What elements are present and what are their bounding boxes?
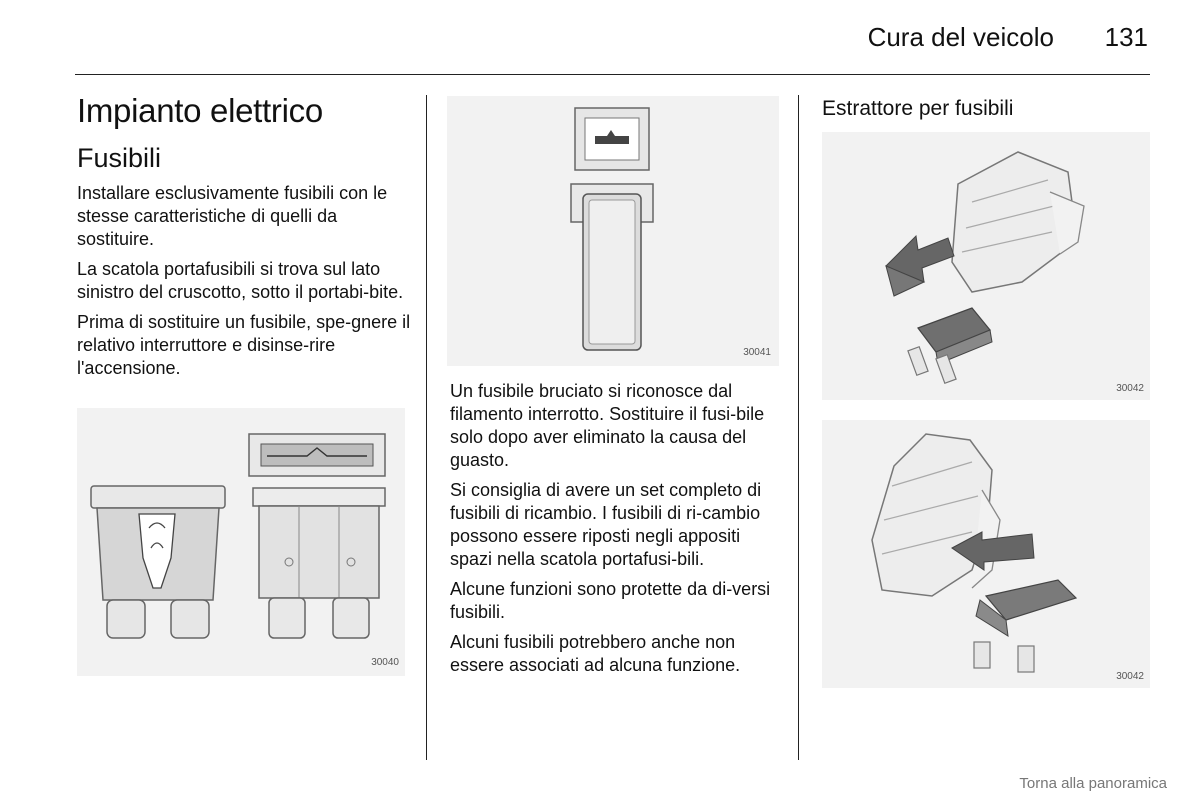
blown-fuse-illustration [447, 96, 779, 366]
fuse-side-view [91, 486, 225, 638]
figure-fuse-puller-1 [822, 132, 1150, 400]
header-rule [75, 74, 1150, 75]
figure-number: 30042 [1116, 383, 1144, 394]
fuse-illustration [77, 408, 405, 676]
section-title: Cura del veicolo [867, 22, 1054, 52]
page-number: 131 [1104, 22, 1148, 52]
main-heading: Impianto elettrico [77, 92, 323, 129]
fuse-front-view [253, 488, 385, 638]
figure-number: 30042 [1116, 671, 1144, 682]
figure-number: 30041 [743, 347, 771, 358]
middle-text [450, 380, 780, 677]
column-divider-1 [426, 95, 427, 760]
figure-fuse-puller-2 [822, 420, 1150, 688]
subheading: Fusibili [77, 143, 162, 173]
paragraph-1: Installare esclusivamente fusibili con le stesse caratteristiche di quelli da sostituire. [77, 183, 388, 249]
figure-fuse-views [77, 408, 405, 676]
paragraph-4: Un fusibile bruciato si riconosce dal filamento interrotto. Sostituire il fusi-bile solo dopo aver eliminato la causa del guasto. [450, 381, 765, 470]
back-to-overview-link[interactable]: Torna alla panoramica [1019, 775, 1167, 792]
column-divider-2 [798, 95, 799, 760]
paragraph-7: Alcuni fusibili potrebbero anche non essere associati ad alcuna funzione. [450, 632, 741, 675]
figure-fuse-blown [447, 96, 779, 366]
fuse-puller-illustration-1 [822, 132, 1150, 400]
right-heading: Estrattore per fusibili [822, 97, 1014, 120]
fuse-puller-illustration-2 [822, 420, 1150, 688]
paragraph-2: La scatola portafusibili si trova sul lato sinistro del cruscotto, sotto il portabi-bite. [77, 259, 404, 302]
paragraph-3: Prima di sostituire un fusibile, spe-gnere il relativo interruttore e disinse-rire l'accensione. [77, 312, 411, 378]
figure-number: 30040 [371, 657, 399, 668]
fuse-top-view [249, 434, 385, 476]
paragraph-6: Alcune funzioni sono protette da di-versi fusibili. [450, 579, 771, 622]
paragraph-5: Si consiglia di avere un set completo di fusibili di ricambio. I fusibili di ri-cambio possono essere riposti negli appositi spazi nella scatola portafusi-bili. [450, 480, 762, 569]
